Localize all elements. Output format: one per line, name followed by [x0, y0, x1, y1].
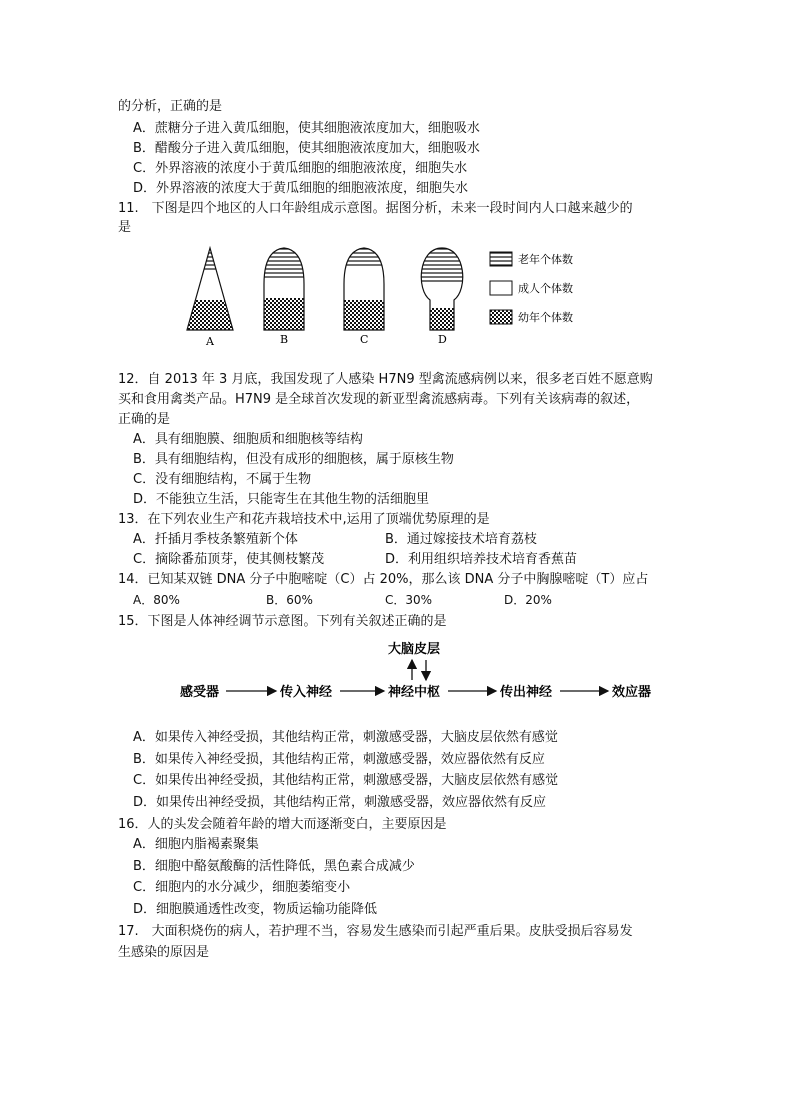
legend-adult-label: 成人个体数 [518, 282, 573, 295]
q13-option-d: D．利用组织培养技术培育香蕉苗 [385, 552, 578, 567]
q16-option-a: A．细胞内脂褐素聚集 [133, 837, 259, 852]
legend-swatch-adult [490, 281, 512, 295]
q11-stem-line1: 11. 下图是四个地区的人口年龄组成示意图。据图分析，未来一段时间内人口越来越少的 [118, 201, 633, 216]
q12-option-d: D．不能独立生活，只能寄生在其他生物的活细胞里 [133, 492, 430, 507]
q14-option-d: D．20% [504, 593, 552, 607]
q17-stem-line2: 生感染的原因是 [118, 945, 210, 960]
q16-stem: 16．人的头发会随着年龄的增大而逐渐变白，主要原因是 [118, 817, 447, 832]
pyramid-label-b: B [280, 333, 289, 346]
q10-option-b: B．醋酸分子进入黄瓜细胞，使其细胞液浓度加大，细胞吸水 [133, 141, 480, 156]
q15-option-a: A．如果传入神经受损，其他结构正常，刺激感受器，大脑皮层依然有感觉 [133, 730, 558, 745]
q10-option-c: C．外界溶液的浓度小于黄瓜细胞的细胞液浓度，细胞失水 [133, 161, 468, 176]
q12-option-b: B．具有细胞结构，但没有成形的细胞核，属于原核生物 [133, 452, 454, 467]
q16-option-b: B．细胞中酪氨酸酶的活性降低，黑色素合成减少 [133, 859, 415, 874]
q10-option-d: D．外界溶液的浓度大于黄瓜细胞的细胞液浓度，细胞失水 [133, 181, 469, 196]
q10-option-a: A．蔗糖分子进入黄瓜细胞，使其细胞液浓度加大，细胞吸水 [133, 121, 480, 136]
nerve-regulation-figure [180, 636, 680, 708]
q14-option-b: B．60% [266, 593, 313, 607]
legend-swatch-old [490, 252, 512, 266]
q14-option-a: A．80% [133, 593, 180, 607]
age-pyramid-figure [180, 244, 600, 352]
q12-stem-line2: 买和食用禽类产品。H7N9 是全球首次发现的新亚型禽流感病毒。下列有关该病毒的叙述， [118, 392, 640, 407]
nerve-center-label: 神经中枢 [388, 685, 441, 700]
q17-stem-line1: 17. 大面积烧伤的病人，若护理不当，容易发生感染而引起严重后果。皮肤受损后容易发 [118, 924, 633, 939]
cortex-label: 大脑皮层 [388, 642, 441, 657]
q14-stem: 14．已知某双链 DNA 分子中胞嘧啶（C）占 20%，那么该 DNA 分子中胸腺嘧啶（T）应占 [118, 572, 649, 587]
pyramid-label-a: A [206, 335, 214, 348]
legend [490, 252, 573, 324]
q12-option-c: C．没有细胞结构，不属于生物 [133, 472, 312, 487]
q13-option-a: A．扦插月季枝条繁殖新个体 [133, 532, 298, 547]
pyramid-a [180, 244, 240, 332]
pyramid-label-c: C [360, 333, 369, 346]
pyramid-c [340, 244, 390, 332]
q12-stem-line1: 12．自 2013 年 3 月底，我国发现了人感染 H7N9 型禽流感病例以来，很多老百姓不愿意购 [118, 372, 653, 387]
q15-stem: 15．下图是人体神经调节示意图。下列有关叙述正确的是 [118, 614, 447, 629]
q15-option-b: B．如果传入神经受损，其他结构正常，刺激感受器，效应器依然有反应 [133, 752, 545, 767]
q16-option-d: D．细胞膜通透性改变，物质运输功能降低 [133, 902, 378, 917]
pyramid-label-d: D [438, 333, 447, 346]
q14-option-c: C．30% [385, 593, 433, 607]
q11-stem-line2: 是 [118, 220, 132, 235]
legend-old-label: 老年个体数 [518, 253, 573, 266]
q10-stem-end: 的分析，正确的是 [118, 99, 223, 114]
q15-option-d: D．如果传出神经受损，其他结构正常，刺激感受器，效应器依然有反应 [133, 795, 547, 810]
q15-option-c: C．如果传出神经受损，其他结构正常，刺激感受器，大脑皮层依然有感觉 [133, 773, 559, 788]
pyramid-b [260, 244, 310, 332]
q13-stem: 13．在下列农业生产和花卉栽培技术中,运用了顶端优势原理的是 [118, 512, 490, 527]
q13-option-b: B．通过嫁接技术培育荔枝 [385, 532, 537, 547]
efferent-nerve-label: 传出神经 [500, 685, 553, 700]
legend-swatch-young [490, 310, 512, 324]
pyramid-d [410, 244, 474, 332]
q12-stem-line3: 正确的是 [118, 412, 171, 427]
q16-option-c: C．细胞内的水分减少，细胞萎缩变小 [133, 880, 351, 895]
effector-label: 效应器 [612, 685, 652, 700]
q13-option-c: C．摘除番茄顶芽，使其侧枝繁茂 [133, 552, 325, 567]
receptor-label: 感受器 [180, 685, 220, 700]
legend-young-label: 幼年个体数 [518, 311, 573, 324]
q12-option-a: A．具有细胞膜、细胞质和细胞核等结构 [133, 432, 363, 447]
afferent-nerve-label: 传入神经 [280, 685, 333, 700]
